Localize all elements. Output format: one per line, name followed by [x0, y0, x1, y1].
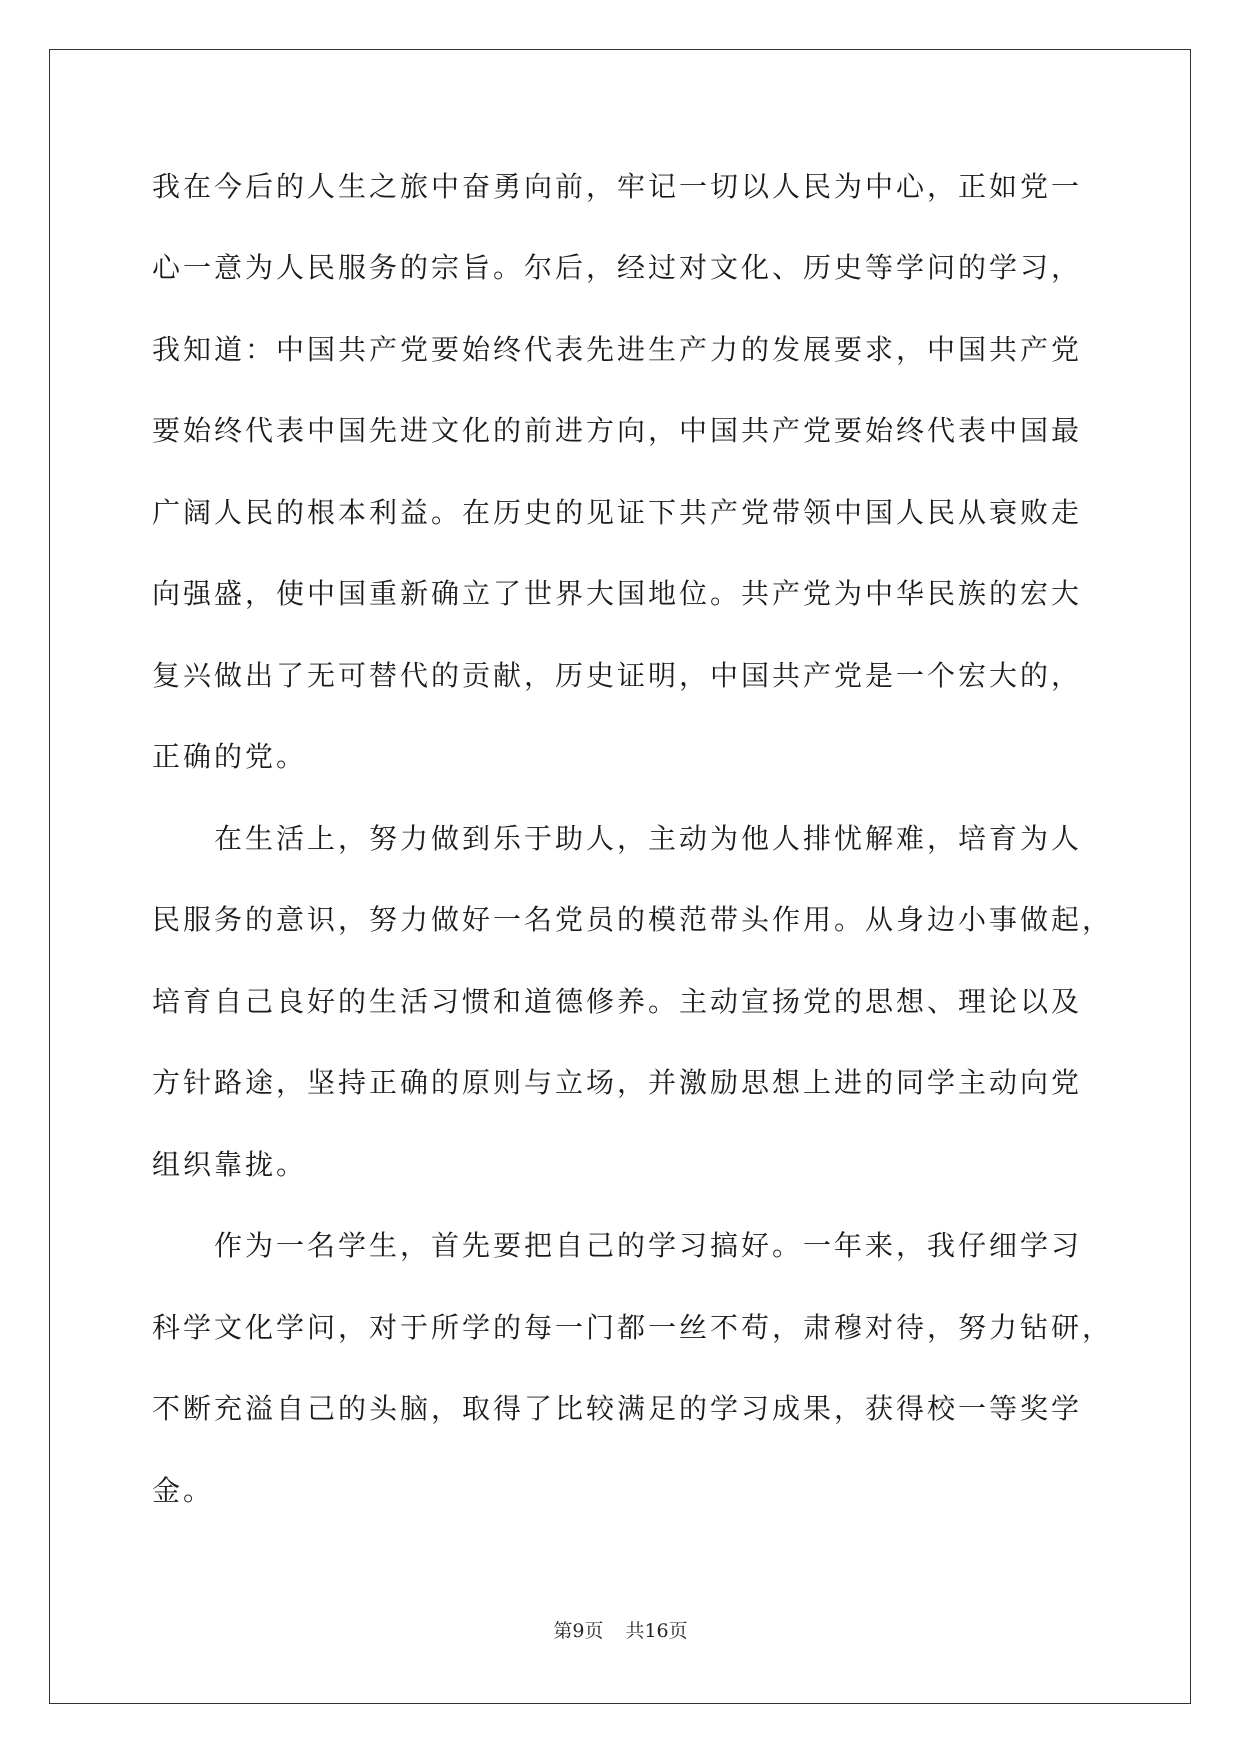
page-border [49, 49, 1191, 1704]
paragraph-3-line-3: 不断充溢自己的头脑，取得了比较满足的学习成果，获得校一等奖学 [152, 1392, 1083, 1425]
paragraph-1-line-8: 正确的党。 [152, 740, 308, 773]
paragraph-1-line-1: 我在今后的人生之旅中奋勇向前，牢记一切以人民为中心，正如党一 [152, 170, 1083, 203]
paragraph-2-line-3: 培育自己良好的生活习惯和道德修养。主动宣扬党的思想、理论以及 [152, 985, 1083, 1018]
paragraph-1-line-4: 要始终代表中国先进文化的前进方向，中国共产党要始终代表中国最 [152, 414, 1083, 447]
paragraph-2-line-1: 在生活上，努力做到乐于助人，主动为他人排忧解难，培育为人 [214, 822, 1083, 855]
paragraph-2-line-2: 民服务的意识，努力做好一名党员的模范带头作用。从身边小事做起， [152, 903, 1114, 936]
total-pages: 共16页 [625, 1620, 688, 1642]
paragraph-3-line-4: 金。 [152, 1474, 215, 1507]
paragraph-1-line-3: 我知道：中国共产党要始终代表先进生产力的发展要求，中国共产党 [152, 333, 1083, 366]
paragraph-1-line-5: 广阔人民的根本利益。在历史的见证下共产党带领中国人民从衰败走 [152, 496, 1083, 529]
page-number: 第9页 [553, 1620, 604, 1642]
paragraph-2-line-5: 组织靠拢。 [152, 1148, 308, 1181]
paragraph-2-line-4: 方针路途，坚持正确的原则与立场，并激励思想上进的同学主动向党 [152, 1066, 1083, 1099]
paragraph-3-line-2: 科学文化学问，对于所学的每一门都一丝不苟，肃穆对待，努力钻研， [152, 1311, 1114, 1344]
paragraph-1-line-7: 复兴做出了无可替代的贡献，历史证明，中国共产党是一个宏大的， [152, 659, 1083, 692]
paragraph-1-line-6: 向强盛，使中国重新确立了世界大国地位。共产党为中华民族的宏大 [152, 577, 1083, 610]
page-footer [0, 1616, 1241, 1643]
paragraph-3-line-1: 作为一名学生，首先要把自己的学习搞好。一年来，我仔细学习 [214, 1229, 1083, 1262]
paragraph-1-line-2: 心一意为人民服务的宗旨。尔后，经过对文化、历史等学问的学习， [152, 251, 1083, 284]
